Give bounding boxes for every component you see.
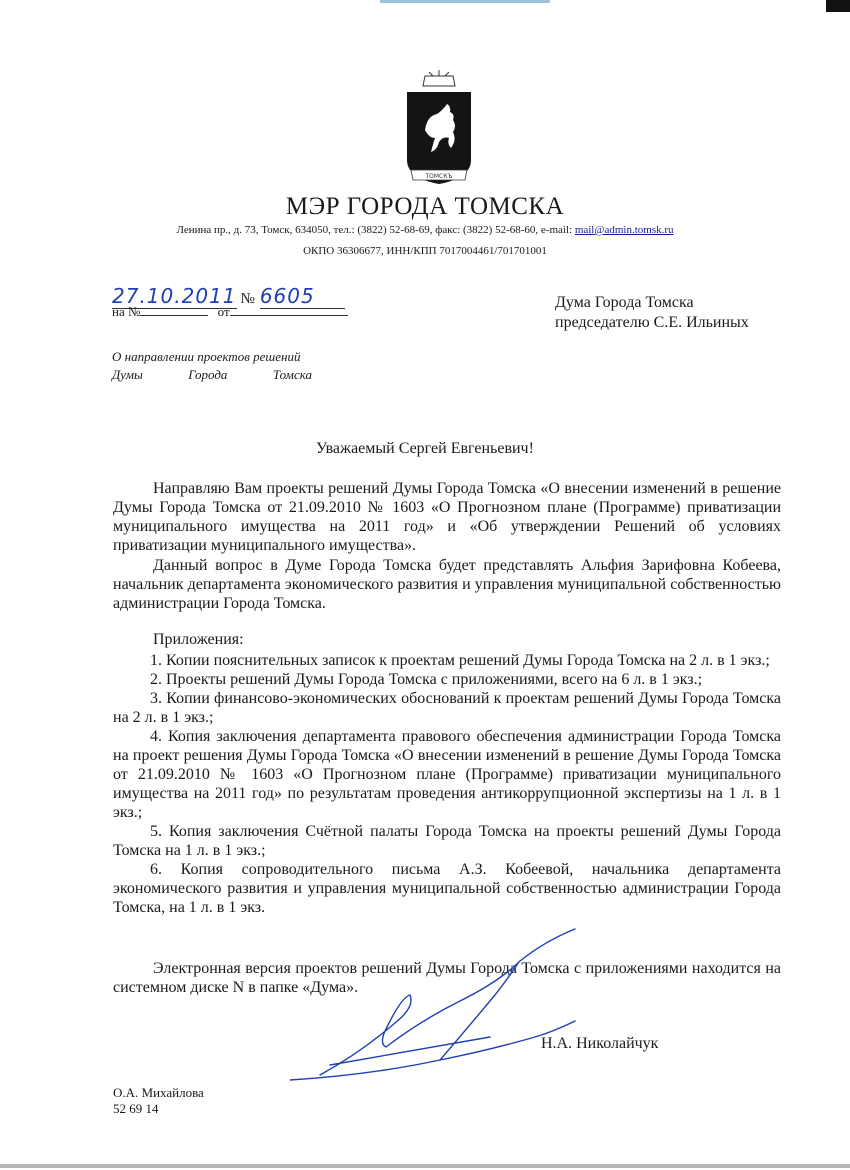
attachment-item: 2. Проекты решений Думы Города Томска с приложениями, всего на 6 л. в 1 экз.; — [150, 671, 703, 688]
subject-word: Думы — [112, 367, 143, 382]
attachment-item: 5. Копия заключения Счётной палаты Города Томска на проекты решений Думы Города Томска на 1 л. в 1 экз.; — [113, 823, 781, 859]
letterhead-address — [0, 224, 850, 236]
executor-block — [113, 1085, 204, 1117]
reference-from: от — [217, 304, 230, 319]
reference-line — [112, 304, 348, 320]
subject-line-2 — [112, 366, 312, 384]
subject-block — [112, 348, 312, 384]
executor-name: О.А. Михайлова — [113, 1085, 204, 1100]
letterhead-title: МЭР ГОРОДА ТОМСКА — [285, 193, 565, 220]
attachments-heading: Приложения: — [153, 631, 244, 648]
signer-name: Н.А. Николайчук — [541, 1035, 659, 1052]
registration-date: 27.10.2011 — [112, 284, 237, 308]
email-link[interactable]: mail@admin.tomsk.ru — [574, 224, 674, 236]
addressee-line-1: Дума Города Томска — [555, 294, 694, 311]
attachment-item: 3. Копии финансово-экономических обоснований к проектам решений Думы Города Томска на 2 л. в 1 экз.; — [113, 690, 781, 726]
body-final-paragraph: Электронная версия проектов решений Думы Города Томска с приложениями находится на системном диске N в папке «Дума». — [113, 960, 781, 996]
number-sign: № — [240, 291, 256, 307]
attachment-item: 1. Копии пояснительных записок к проектам решений Думы Города Томска на 2 л. в 1 экз.; — [150, 652, 770, 669]
coat-of-arms-emblem — [403, 70, 475, 192]
body-paragraph-1: Направляю Вам проекты решений Думы Города Томска «О внесении изменений в решение Думы Города Томска от 21.09.2010 № 1603 «О Прогнозном плане (Программе) приватизации муниципального имущества на 2011 год» и «Об утверждении Решений об условиях приватизации муниципального имущества». — [113, 480, 781, 554]
attachment-item: 4. Копия заключения департамента правового обеспечения администрации Города Томска на проект решения Думы Города Томска «О внесении изменений в решение Думы Города Томска от 21.09.2010 № 1603 «О Прогнозном плане (Программе) приватизации муниципального имущества на 2011 год» по результатам проведения антикоррупционной экспертизы на 1 л. в 1 экз.; — [113, 728, 781, 821]
reference-date-blank — [230, 304, 348, 316]
salutation: Уважаемый Сергей Евгеньевич! — [316, 440, 534, 457]
reference-prefix: на № — [112, 304, 141, 319]
body-paragraph-2: Данный вопрос в Думе Города Томска будет представлять Альфия Зарифовна Кобеева, начальник департамента экономического развития и управления муниципальной собственностью администрации Города Томска. — [113, 557, 781, 612]
addressee-line-2: председателю С.Е. Ильиных — [555, 314, 749, 331]
scan-edge-bottom — [0, 1164, 850, 1168]
executor-phone: 52 69 14 — [113, 1101, 159, 1116]
reference-number-blank — [140, 304, 208, 316]
emblem-ribbon-text: ТОМСКЪ — [425, 173, 453, 180]
attachment-item: 6. Копия сопроводительного письма А.З. Кобеевой, начальника департамента экономического развития и управления муниципальной собственностью администрации Города Томска, на 1 л. в 1 экз. — [113, 861, 781, 916]
handwritten-signature — [290, 925, 600, 1085]
subject-word: Томска — [272, 367, 312, 382]
subject-word: Города — [188, 367, 228, 382]
address-text: Ленина пр., д. 73, Томск, 634050, тел.: (3822) 52-68-69, факс: (3822) 52-68-60, e-mail: — [176, 224, 575, 236]
addressee-block — [555, 293, 749, 333]
attachments-list — [113, 651, 781, 917]
subject-line-1: О направлении проектов решений — [112, 349, 301, 364]
registration-number: 6605 — [260, 284, 345, 309]
scan-corner-mark — [826, 0, 850, 12]
scan-edge-top — [380, 0, 550, 3]
letterhead-okpo: ОКПО 36306677, ИНН/КПП 7017004461/701701001 — [303, 245, 547, 257]
